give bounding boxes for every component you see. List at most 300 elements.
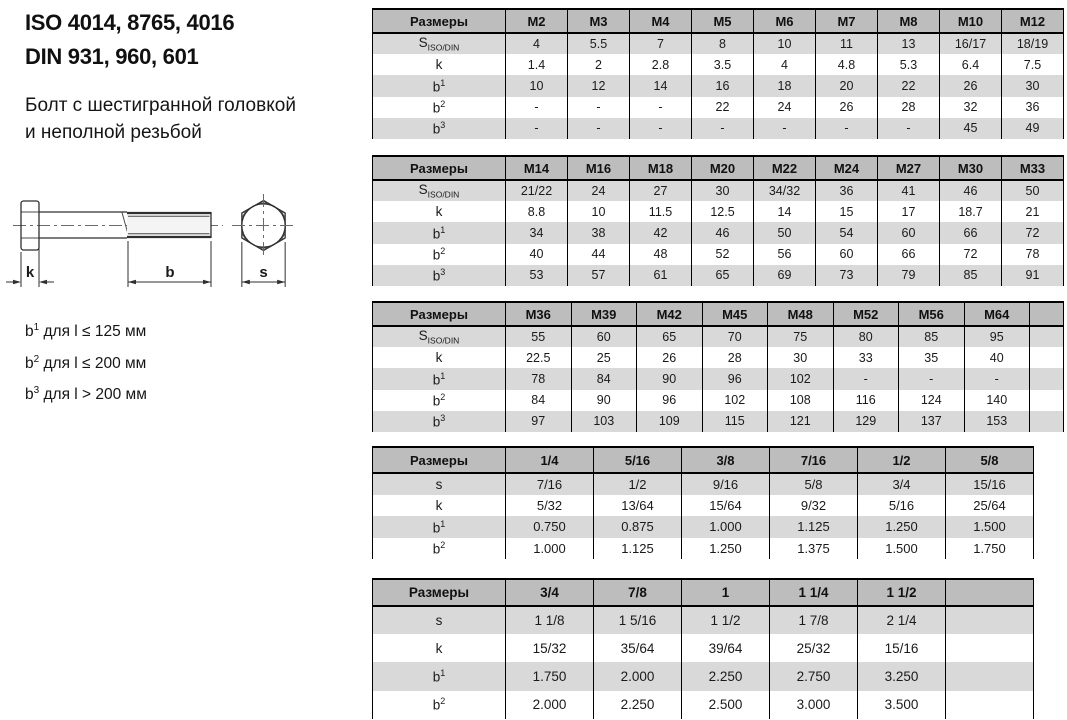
title-iso: ISO 4014, 8765, 4016 [25, 10, 235, 35]
row-label: k [373, 54, 506, 75]
value-cell: 95 [964, 326, 1030, 347]
row-label: $b^2$ [373, 244, 506, 265]
size-column-header: M64 [964, 302, 1030, 326]
row-label: k [373, 495, 506, 517]
value-cell: - [816, 118, 878, 139]
value-cell: 46 [940, 180, 1002, 201]
row-label: s [373, 606, 506, 634]
value-cell: 39/64 [682, 634, 770, 662]
value-cell: 1.000 [682, 516, 770, 538]
value-cell: 140 [964, 390, 1030, 411]
note-b3: $b^3$ для l > 200 мм [25, 385, 147, 404]
size-column-header: M20 [692, 156, 754, 180]
value-cell: 7/16 [506, 473, 594, 495]
value-cell: 60 [878, 222, 940, 243]
row-label: $b^3$ [373, 411, 506, 432]
empty-cell [946, 634, 1034, 662]
value-cell: 42 [630, 222, 692, 243]
value-cell: 66 [940, 222, 1002, 243]
dimension-label-b: b [165, 264, 175, 281]
value-cell: 46 [692, 222, 754, 243]
value-cell: 2.500 [682, 691, 770, 719]
size-column-header: 1/2 [858, 447, 946, 473]
value-cell: 55 [506, 326, 572, 347]
value-cell: 90 [637, 368, 703, 389]
value-cell: 30 [692, 180, 754, 201]
value-cell: 1 7/8 [770, 606, 858, 634]
table-row [373, 473, 1034, 495]
value-cell: - [568, 118, 630, 139]
value-cell: 121 [768, 411, 834, 432]
value-cell: 56 [754, 244, 816, 265]
size-column-header: M52 [833, 302, 899, 326]
value-cell: 2 [568, 54, 630, 75]
note-b2: $b^2$ для l ≤ 200 мм [25, 353, 147, 372]
value-cell: 2.000 [594, 662, 682, 690]
thread-length-notes [25, 314, 147, 409]
dimension-label-s: s [259, 264, 268, 281]
value-cell: 1.250 [858, 516, 946, 538]
value-cell: 1.4 [506, 54, 568, 75]
value-cell: 85 [899, 326, 965, 347]
subtitle-line-2: и неполной резьбой [25, 122, 202, 143]
value-cell: 6.4 [940, 54, 1002, 75]
row-label: $S_{ISO/DIN}$ [373, 326, 506, 347]
empty-cell [946, 662, 1034, 690]
size-column-header: 5/8 [946, 447, 1034, 473]
value-cell: 108 [768, 390, 834, 411]
value-cell: 30 [1002, 75, 1064, 96]
table-corner-header: Размеры [373, 579, 506, 606]
value-cell: 5.5 [568, 33, 630, 54]
value-cell: 9/32 [770, 495, 858, 517]
value-cell: 28 [702, 347, 768, 368]
empty-cell [946, 691, 1034, 719]
dimension-table-metric-m14-m33 [372, 155, 1064, 286]
size-column-header: 1 [682, 579, 770, 606]
value-cell: 7.5 [1002, 54, 1064, 75]
value-cell: 5.3 [878, 54, 940, 75]
size-column-header: M10 [940, 9, 1002, 33]
value-cell: 0.750 [506, 516, 594, 538]
value-cell: 1.500 [946, 516, 1034, 538]
value-cell: 21/22 [506, 180, 568, 201]
size-column-header: M56 [899, 302, 965, 326]
row-label: $b^2$ [373, 97, 506, 118]
value-cell: 15/16 [858, 634, 946, 662]
table-row [373, 691, 1034, 719]
table-row [373, 33, 1064, 54]
value-cell: 26 [637, 347, 703, 368]
value-cell: 53 [506, 265, 568, 286]
value-cell: 8 [692, 33, 754, 54]
size-column-header: M36 [506, 302, 572, 326]
size-column-header: M24 [816, 156, 878, 180]
dimension-table-imperial-quarter-to-5-8 [372, 446, 1034, 559]
value-cell: 5/16 [858, 495, 946, 517]
value-cell: 25 [571, 347, 637, 368]
dimension-label-k: k [25, 264, 35, 281]
size-column-header: M5 [692, 9, 754, 33]
size-column-header: M22 [754, 156, 816, 180]
value-cell: 28 [878, 97, 940, 118]
value-cell: - [506, 97, 568, 118]
value-cell: 5/8 [770, 473, 858, 495]
table-row [373, 54, 1064, 75]
table-row [373, 347, 1064, 368]
value-cell: 1.250 [682, 538, 770, 560]
size-column-header: M3 [568, 9, 630, 33]
size-column-header: M33 [1002, 156, 1064, 180]
row-label: s [373, 473, 506, 495]
dimension-table [372, 155, 1064, 286]
value-cell: 49 [1002, 118, 1064, 139]
value-cell: - [692, 118, 754, 139]
value-cell: 15/16 [946, 473, 1034, 495]
empty-cell [1030, 390, 1064, 411]
table-row [373, 606, 1034, 634]
size-column-header: M12 [1002, 9, 1064, 33]
value-cell: 13/64 [594, 495, 682, 517]
value-cell: 7 [630, 33, 692, 54]
value-cell: 36 [816, 180, 878, 201]
value-cell: 5/32 [506, 495, 594, 517]
dimension-table [372, 446, 1034, 559]
value-cell: 27 [630, 180, 692, 201]
value-cell: - [630, 118, 692, 139]
table-row [373, 662, 1034, 690]
value-cell: 109 [637, 411, 703, 432]
bolt-technical-drawing [0, 180, 340, 315]
size-column-header: M2 [506, 9, 568, 33]
value-cell: 16/17 [940, 33, 1002, 54]
value-cell: 2 1/4 [858, 606, 946, 634]
value-cell: 1.375 [770, 538, 858, 560]
table-corner-header: Размеры [373, 302, 506, 326]
value-cell: 116 [833, 390, 899, 411]
dimension-k [6, 240, 54, 287]
size-column-header: M8 [878, 9, 940, 33]
value-cell: 78 [1002, 244, 1064, 265]
value-cell: 102 [768, 368, 834, 389]
value-cell: 8.8 [506, 201, 568, 222]
value-cell: 124 [899, 390, 965, 411]
value-cell: 50 [754, 222, 816, 243]
value-cell: - [568, 97, 630, 118]
value-cell: 21 [1002, 201, 1064, 222]
value-cell: 26 [940, 75, 1002, 96]
value-cell: 72 [940, 244, 1002, 265]
dimension-table [372, 301, 1064, 432]
value-cell: 40 [506, 244, 568, 265]
size-column-header: 5/16 [594, 447, 682, 473]
dimension-table-imperial-3-4-to-1-1-2 [372, 578, 1034, 719]
size-column-header: 3/4 [506, 579, 594, 606]
dimension-table [372, 578, 1034, 719]
k-arrow-right [39, 280, 47, 285]
empty-column-header [1030, 302, 1064, 326]
value-cell: 38 [568, 222, 630, 243]
value-cell: 1.750 [946, 538, 1034, 560]
subtitle-line-1: Болт с шестигранной головкой [25, 95, 296, 116]
row-label: $b^2$ [373, 691, 506, 719]
value-cell: 1/2 [594, 473, 682, 495]
s-arrow-left [242, 280, 250, 285]
table-corner-header: Размеры [373, 9, 506, 33]
row-label: k [373, 347, 506, 368]
size-column-header: M42 [637, 302, 703, 326]
value-cell: 12 [568, 75, 630, 96]
row-label: $b^1$ [373, 368, 506, 389]
value-cell: 80 [833, 326, 899, 347]
value-cell: 1.500 [858, 538, 946, 560]
value-cell: 16 [692, 75, 754, 96]
value-cell: 18 [754, 75, 816, 96]
value-cell: 60 [571, 326, 637, 347]
row-label: $b^1$ [373, 75, 506, 96]
size-column-header: M39 [571, 302, 637, 326]
value-cell: 11.5 [630, 201, 692, 222]
value-cell: 54 [816, 222, 878, 243]
value-cell: 2.250 [682, 662, 770, 690]
size-column-header: M7 [816, 9, 878, 33]
value-cell: 12.5 [692, 201, 754, 222]
value-cell: 3.500 [858, 691, 946, 719]
value-cell: 30 [768, 347, 834, 368]
size-column-header: 3/8 [682, 447, 770, 473]
value-cell: 3.250 [858, 662, 946, 690]
value-cell: 15 [816, 201, 878, 222]
value-cell: 84 [571, 368, 637, 389]
row-label: $b^2$ [373, 538, 506, 560]
value-cell: 75 [768, 326, 834, 347]
value-cell: 153 [964, 411, 1030, 432]
size-column-header: 7/16 [770, 447, 858, 473]
value-cell: - [506, 118, 568, 139]
row-label: $b^1$ [373, 222, 506, 243]
size-column-header: M16 [568, 156, 630, 180]
value-cell: 2.750 [770, 662, 858, 690]
value-cell: 97 [506, 411, 572, 432]
value-cell: 32 [940, 97, 1002, 118]
value-cell: 45 [940, 118, 1002, 139]
table-row [373, 516, 1034, 538]
table-row [373, 180, 1064, 201]
empty-column-header [946, 579, 1034, 606]
value-cell: 60 [816, 244, 878, 265]
value-cell: 70 [702, 326, 768, 347]
value-cell: 91 [1002, 265, 1064, 286]
value-cell: 22.5 [506, 347, 572, 368]
empty-cell [946, 606, 1034, 634]
size-column-header: M14 [506, 156, 568, 180]
row-label: k [373, 201, 506, 222]
table-row [373, 265, 1064, 286]
value-cell: 10 [754, 33, 816, 54]
value-cell: 35 [899, 347, 965, 368]
table-row [373, 326, 1064, 347]
value-cell: 15/64 [682, 495, 770, 517]
value-cell: 2.000 [506, 691, 594, 719]
value-cell: - [630, 97, 692, 118]
value-cell: - [899, 368, 965, 389]
value-cell: 129 [833, 411, 899, 432]
s-arrow-right [277, 280, 285, 285]
value-cell: - [878, 118, 940, 139]
value-cell: 15/32 [506, 634, 594, 662]
value-cell: 65 [692, 265, 754, 286]
value-cell: 52 [692, 244, 754, 265]
value-cell: 96 [637, 390, 703, 411]
table-row [373, 411, 1064, 432]
value-cell: 69 [754, 265, 816, 286]
value-cell: 24 [568, 180, 630, 201]
row-label: $b^3$ [373, 265, 506, 286]
note-b1: $b^1$ для l ≤ 125 мм [25, 322, 147, 341]
value-cell: 78 [506, 368, 572, 389]
row-label: $S_{ISO/DIN}$ [373, 33, 506, 54]
value-cell: 13 [878, 33, 940, 54]
value-cell: 102 [702, 390, 768, 411]
value-cell: 41 [878, 180, 940, 201]
empty-cell [1030, 368, 1064, 389]
table-row [373, 222, 1064, 243]
value-cell: 10 [568, 201, 630, 222]
row-label: $S_{ISO/DIN}$ [373, 180, 506, 201]
table-row [373, 390, 1064, 411]
size-column-header: M27 [878, 156, 940, 180]
value-cell: 36 [1002, 97, 1064, 118]
table-row [373, 244, 1064, 265]
value-cell: 3.5 [692, 54, 754, 75]
value-cell: 4 [506, 33, 568, 54]
row-label: $b^2$ [373, 390, 506, 411]
table-row [373, 634, 1034, 662]
value-cell: 22 [878, 75, 940, 96]
row-label: k [373, 634, 506, 662]
value-cell: 1 1/2 [682, 606, 770, 634]
value-cell: - [833, 368, 899, 389]
value-cell: 9/16 [682, 473, 770, 495]
table-corner-header: Размеры [373, 447, 506, 473]
empty-cell [1030, 326, 1064, 347]
size-column-header: M45 [702, 302, 768, 326]
value-cell: 10 [506, 75, 568, 96]
value-cell: 73 [816, 265, 878, 286]
value-cell: - [964, 368, 1030, 389]
value-cell: 25/64 [946, 495, 1034, 517]
table-row [373, 97, 1064, 118]
value-cell: 20 [816, 75, 878, 96]
value-cell: 40 [964, 347, 1030, 368]
size-column-header: 1/4 [506, 447, 594, 473]
value-cell: 34/32 [754, 180, 816, 201]
value-cell: 44 [568, 244, 630, 265]
empty-cell [1030, 347, 1064, 368]
value-cell: 90 [571, 390, 637, 411]
value-cell: 1 5/16 [594, 606, 682, 634]
value-cell: 18.7 [940, 201, 1002, 222]
title-din: DIN 931, 960, 601 [25, 44, 199, 69]
value-cell: 1.125 [770, 516, 858, 538]
value-cell: 72 [1002, 222, 1064, 243]
table-row [373, 495, 1034, 517]
value-cell: 25/32 [770, 634, 858, 662]
size-column-header: M30 [940, 156, 1002, 180]
value-cell: 11 [816, 33, 878, 54]
value-cell: 96 [702, 368, 768, 389]
size-column-header: 1 1/4 [770, 579, 858, 606]
size-column-header: M18 [630, 156, 692, 180]
value-cell: 2.8 [630, 54, 692, 75]
table-corner-header: Размеры [373, 156, 506, 180]
dimension-b [128, 241, 211, 287]
value-cell: 35/64 [594, 634, 682, 662]
size-column-header: 7/8 [594, 579, 682, 606]
value-cell: 4.8 [816, 54, 878, 75]
size-column-header: M4 [630, 9, 692, 33]
value-cell: 3/4 [858, 473, 946, 495]
value-cell: 14 [754, 201, 816, 222]
value-cell: 79 [878, 265, 940, 286]
value-cell: 3.000 [770, 691, 858, 719]
size-column-header: M6 [754, 9, 816, 33]
row-label: $b^1$ [373, 516, 506, 538]
dimension-table-metric-m36-m64 [372, 301, 1064, 432]
value-cell: 14 [630, 75, 692, 96]
value-cell: 84 [506, 390, 572, 411]
row-label: $b^3$ [373, 118, 506, 139]
table-row [373, 118, 1064, 139]
dimension-table-metric-m2-m12 [372, 8, 1064, 139]
dimension-table [372, 8, 1064, 139]
value-cell: 2.250 [594, 691, 682, 719]
value-cell: 17 [878, 201, 940, 222]
value-cell: 115 [702, 411, 768, 432]
table-row [373, 75, 1064, 96]
value-cell: 137 [899, 411, 965, 432]
size-column-header: M48 [768, 302, 834, 326]
value-cell: 33 [833, 347, 899, 368]
value-cell: 1.125 [594, 538, 682, 560]
value-cell: 1.000 [506, 538, 594, 560]
empty-cell [1030, 411, 1064, 432]
value-cell: 57 [568, 265, 630, 286]
row-label: $b^1$ [373, 662, 506, 690]
b-arrow-left [128, 280, 136, 285]
value-cell: 34 [506, 222, 568, 243]
value-cell: 1.750 [506, 662, 594, 690]
value-cell: 22 [692, 97, 754, 118]
value-cell: 24 [754, 97, 816, 118]
value-cell: 48 [630, 244, 692, 265]
value-cell: 103 [571, 411, 637, 432]
value-cell: 50 [1002, 180, 1064, 201]
value-cell: 61 [630, 265, 692, 286]
value-cell: 85 [940, 265, 1002, 286]
b-arrow-right [203, 280, 211, 285]
value-cell: 65 [637, 326, 703, 347]
value-cell: 0.875 [594, 516, 682, 538]
value-cell: 26 [816, 97, 878, 118]
value-cell: 18/19 [1002, 33, 1064, 54]
value-cell: - [754, 118, 816, 139]
size-column-header: 1 1/2 [858, 579, 946, 606]
value-cell: 1 1/8 [506, 606, 594, 634]
page-title [25, 6, 234, 74]
table-row [373, 538, 1034, 560]
value-cell: 4 [754, 54, 816, 75]
